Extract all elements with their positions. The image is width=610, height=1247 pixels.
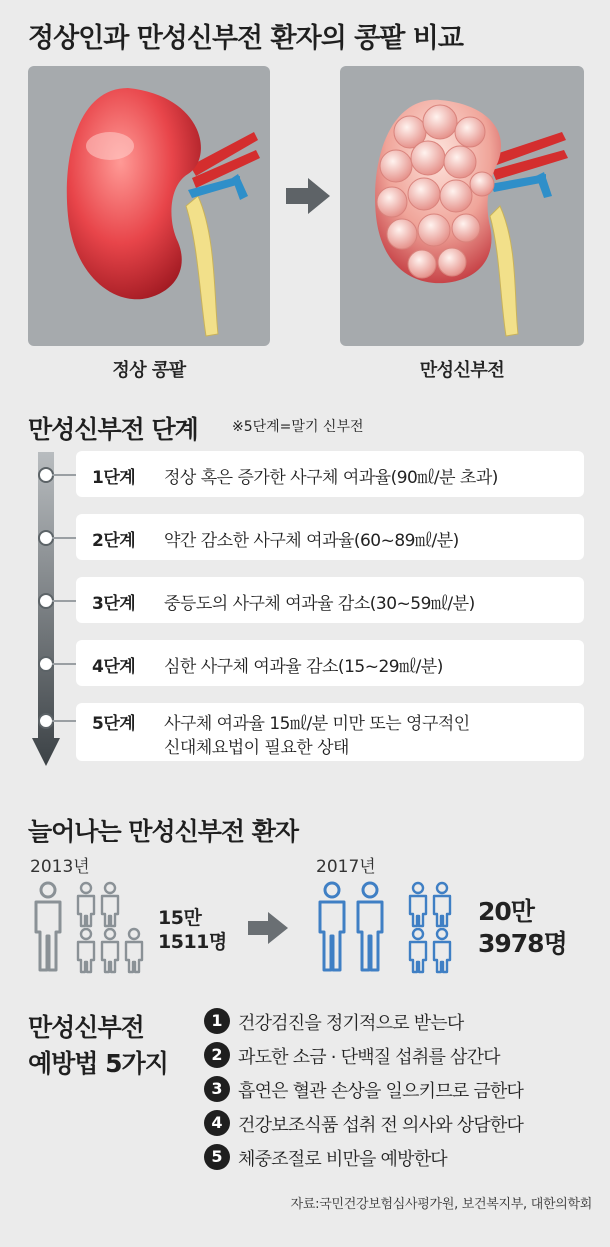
prevention-item-1: [204, 1006, 604, 1038]
prevention-title-line2: 예방법 5가지: [28, 1049, 168, 1078]
stage-1-row: [76, 451, 584, 497]
stage-2-connector: [52, 537, 76, 539]
year-2013: 2013년: [30, 857, 90, 877]
stage-1-connector: [52, 474, 76, 476]
stage-5-text-line1: 사구체 여과율 15㎖/분 미만 또는 영구적인: [164, 714, 470, 734]
patients-2013-count: [158, 906, 227, 954]
ckd-kidney-illustration: [340, 66, 584, 346]
stage-2-text: 약간 감소한 사구체 여과율(60~89㎖/분): [164, 531, 459, 551]
prevention-item-5: [204, 1142, 604, 1174]
stages-note: ※5단계=말기 신부전: [232, 419, 364, 435]
arrow-right-icon-2: [248, 912, 288, 948]
prevention-item-1-text: 건강검진을 정기적으로 받는다: [238, 1013, 464, 1034]
stage-4-text: 심한 사구체 여과율 감소(15~29㎖/분): [164, 657, 443, 677]
stage-5-connector: [52, 720, 76, 722]
year-2017: 2017년: [316, 857, 376, 877]
prevention-item-5-number: 5: [204, 1144, 230, 1170]
prevention-item-4-number: 4: [204, 1110, 230, 1136]
stages-title: 만성신부전 단계: [28, 415, 198, 444]
prevention-item-4: [204, 1108, 604, 1140]
prevention-item-2: [204, 1040, 604, 1072]
page-title: 정상인과 만성신부전 환자의 콩팥 비교: [28, 23, 463, 54]
patients-2017-icons: [314, 880, 462, 980]
prevention-title-line1: 만성신부전: [28, 1013, 144, 1042]
prevention-item-3-number: 3: [204, 1076, 230, 1102]
normal-kidney-illustration: [28, 66, 270, 346]
stage-3-connector: [52, 600, 76, 602]
patients-title: 늘어나는 만성신부전 환자: [28, 817, 299, 846]
prevention-title: [28, 1010, 168, 1082]
source-credit: 자료:국민건강보험심사평가원, 보건복지부, 대한의학회: [290, 1197, 592, 1212]
stage-1-text: 정상 혹은 증가한 사구체 여과율(90㎖/분 초과): [164, 468, 498, 488]
normal-kidney-label: 정상 콩팥: [112, 360, 186, 381]
prevention-item-2-number: 2: [204, 1042, 230, 1068]
stage-2-label: 2단계: [92, 531, 136, 551]
person-icon: [36, 883, 60, 970]
patients-2013-count-line2: 1511명: [158, 931, 227, 953]
prevention-item-1-number: 1: [204, 1008, 230, 1034]
prevention-item-4-text: 건강보조식품 섭취 전 의사와 상담한다: [238, 1115, 524, 1136]
stage-4-row: [76, 640, 584, 686]
stage-5-text-line2: 신대체요법이 필요한 상태: [164, 738, 349, 758]
patients-2017-count-line2: 3978명: [478, 929, 567, 958]
ckd-kidney-panel: [340, 66, 584, 346]
stage-3-text: 중등도의 사구체 여과율 감소(30~59㎖/분): [164, 594, 475, 614]
prevention-item-3: [204, 1074, 604, 1106]
prevention-item-2-text: 과도한 소금 · 단백질 섭취를 삼간다: [238, 1047, 500, 1068]
stage-2-row: [76, 514, 584, 560]
stage-1-label: 1단계: [92, 468, 136, 488]
person-icon: [320, 883, 344, 970]
prevention-item-5-text: 체중조절로 비만을 예방한다: [238, 1149, 447, 1170]
stage-4-label: 4단계: [92, 657, 136, 677]
patients-2017-count-line1: 20만: [478, 897, 534, 926]
patients-2013-icons: [30, 880, 150, 980]
stage-3-row: [76, 577, 584, 623]
stage-4-connector: [52, 663, 76, 665]
ckd-kidney-label: 만성신부전: [419, 360, 505, 381]
stage-5-row: [76, 703, 584, 761]
prevention-item-3-text: 흡연은 혈관 손상을 일으키므로 금한다: [238, 1081, 524, 1102]
stage-5-label: 5단계: [92, 714, 136, 734]
arrow-right-icon: [286, 178, 330, 218]
normal-kidney-panel: [28, 66, 270, 346]
patients-2017-count: [478, 896, 567, 960]
stage-3-label: 3단계: [92, 594, 136, 614]
patients-2013-count-line1: 15만: [158, 907, 202, 929]
